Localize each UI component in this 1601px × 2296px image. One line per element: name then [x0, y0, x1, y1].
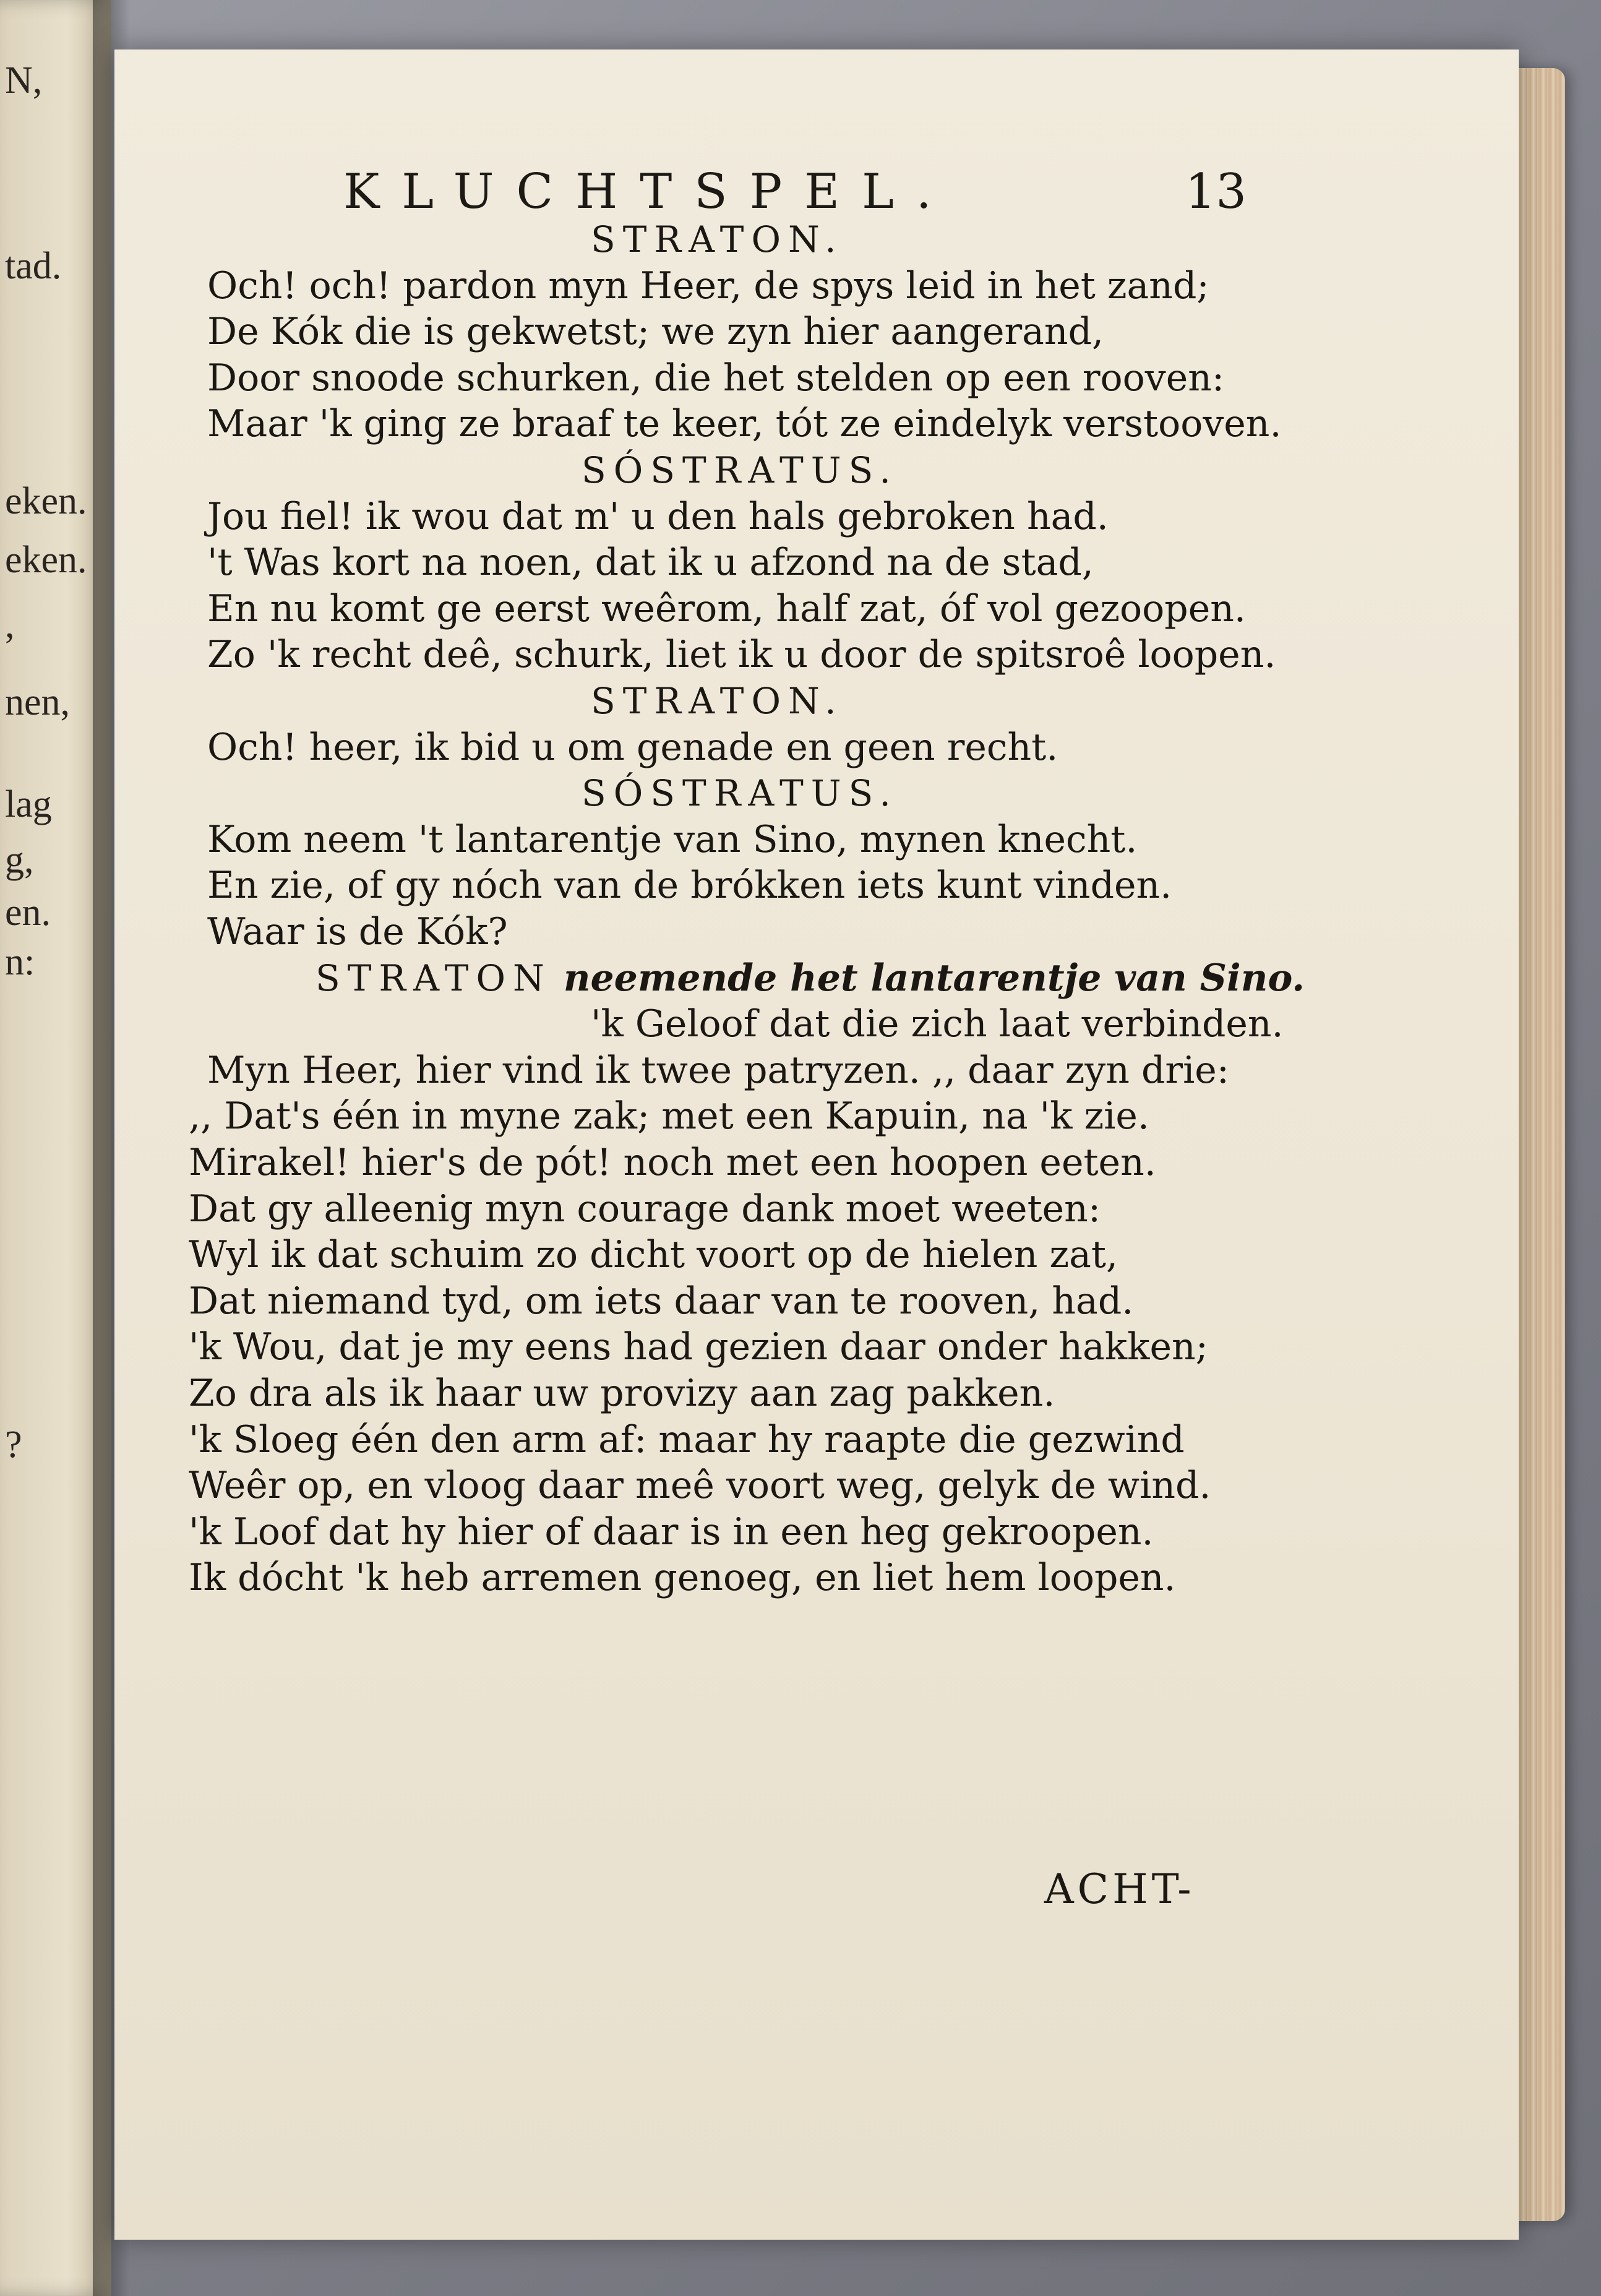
- verse-line: Kom neem 't lantarentje van Sino, mynen knecht.: [207, 817, 1138, 861]
- verse-line: 't Was kort na noen, dat ik u afzond na de stad,: [207, 541, 1094, 585]
- speaker-with-stage-direction: [315, 957, 1305, 1000]
- speaker-name: STRATON: [315, 957, 552, 999]
- verse-line: Weêr op, en vloog daar meê voort weg, gelyk de wind.: [189, 1464, 1211, 1508]
- verse-line: Zo 'k recht deê, schurk, liet ik u door de spitsroê loopen.: [207, 633, 1276, 677]
- left-page-fragment: ,: [5, 604, 15, 646]
- verse-line: En nu komt ge eerst weêrom, half zat, óf vol gezoopen.: [207, 587, 1246, 630]
- catchword: ACHT-: [1044, 1865, 1195, 1913]
- verse-line: 'k Wou, dat je my eens had gezien daar onder hakken;: [189, 1325, 1208, 1369]
- verse-line: Ik dócht 'k heb arremen genoeg, en liet hem loopen.: [189, 1556, 1176, 1600]
- speaker-name: SÓSTRATUS.: [582, 449, 898, 491]
- verse-line: Och! heer, ik bid u om genade en geen recht.: [207, 725, 1058, 769]
- left-page-fragment: eken.: [5, 480, 87, 522]
- verse-line: 'k Geloof dat die zich laat verbinden.: [591, 1002, 1284, 1046]
- verse-line: En zie, of gy nóch van de brókken iets kunt vinden.: [207, 864, 1172, 908]
- left-page-fragment: eken.: [5, 539, 87, 581]
- verse-line: Jou fiel! ik wou dat m' u den hals gebroken had.: [207, 494, 1109, 538]
- left-page-fragment: lag: [5, 783, 52, 825]
- left-page-fragment: en.: [5, 892, 51, 934]
- verse-line: Waar is de Kók?: [207, 910, 508, 953]
- verse-line: Och! och! pardon myn Heer, de spys leid in het zand;: [207, 264, 1209, 307]
- verse-line: 'k Sloeg één den arm af: maar hy raapte die gezwind: [189, 1417, 1185, 1461]
- verse-line: Wyl ik dat schuim zo dicht voort op de hielen zat,: [189, 1233, 1118, 1277]
- left-page-fragment: n:: [5, 941, 35, 983]
- verse-line: Mirakel! hier's de pót! noch met een hoopen eeten.: [189, 1141, 1156, 1184]
- verse-line: 'k Loof dat hy hier of daar is in een heg gekroopen.: [189, 1510, 1154, 1554]
- left-page-fragment: N,: [5, 59, 43, 101]
- speaker-name: STRATON.: [591, 680, 844, 722]
- running-title: KLUCHTSPEL.: [343, 164, 954, 220]
- verse-line: Zo dra als ik haar uw provizy aan zag pakken.: [189, 1372, 1055, 1415]
- verse-line: Maar 'k ging ze braaf te keer, tót ze eindelyk verstooven.: [207, 402, 1282, 446]
- page-number: 13: [1185, 164, 1247, 220]
- speaker-name: STRATON.: [591, 218, 844, 260]
- verse-line: Dat gy alleenig myn courage dank moet weeten:: [189, 1187, 1101, 1231]
- left-page-fragment: nen,: [5, 681, 71, 723]
- verse-line: ,, Dat's één in myne zak; met een Kapuin, na 'k zie.: [189, 1094, 1149, 1138]
- verse-line: De Kók die is gekwetst; we zyn hier aangerand,: [207, 310, 1104, 354]
- verse-line: Dat niemand tyd, om iets daar van te rooven, had.: [189, 1279, 1134, 1323]
- stage-direction: neemende het lantarentje van Sino.: [563, 956, 1305, 1000]
- speaker-name: SÓSTRATUS.: [582, 772, 898, 815]
- verse-line: Myn Heer, hier vind ik twee patryzen. ,, daar zyn drie:: [207, 1048, 1230, 1092]
- left-page-fragment: ?: [5, 1424, 22, 1466]
- verse-line: Door snoode schurken, die het stelden op een rooven:: [207, 356, 1225, 400]
- left-page-fragment: tad.: [5, 245, 62, 287]
- left-page-fragment: g,: [5, 839, 34, 881]
